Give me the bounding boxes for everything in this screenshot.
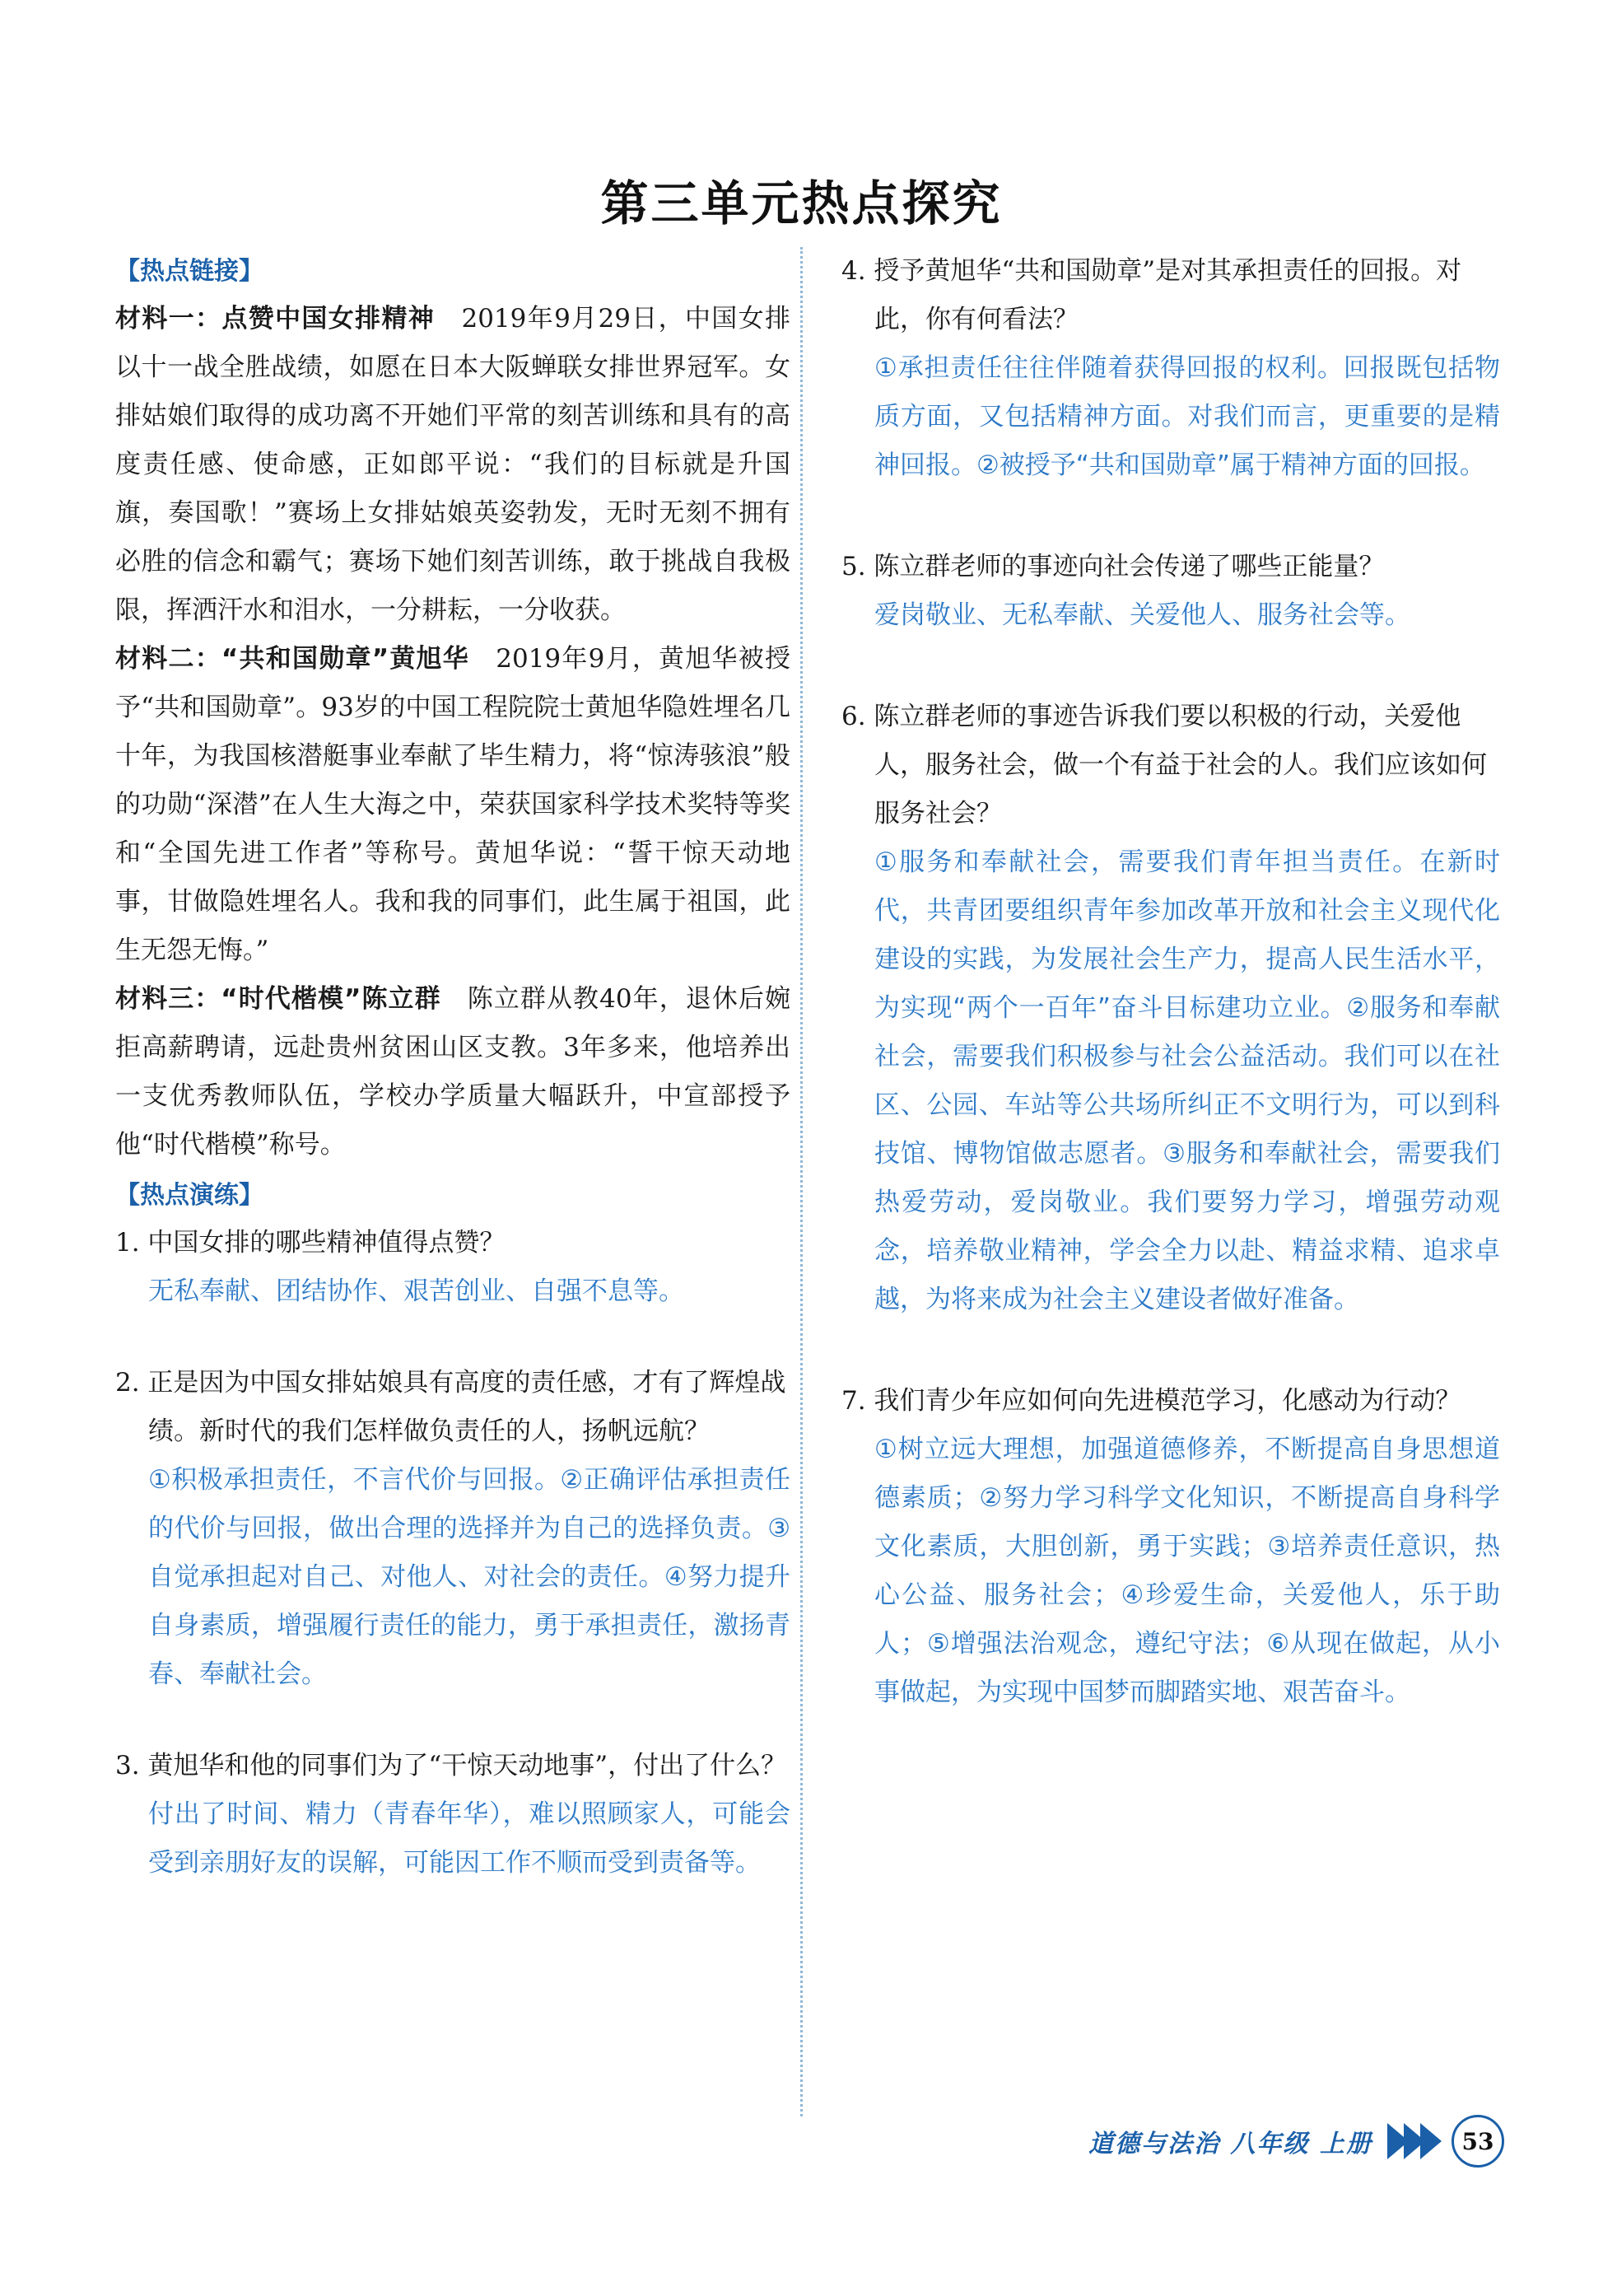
- left-column: [115, 247, 790, 1888]
- answer-7: ①树立远大理想，加强道德修养，不断提高自身思想道德素质；②努力学习科学文化知识，不断提高自身科学文化素质，大胆创新，勇于实践；③培养责任意识，热心公益、服务社会；④珍爱生命，关爱他人，乐于助人；⑤增强法治观念，遵纪守法；⑥从现在做起，从小事做起，为实现中国梦而脚踏实地、艰苦奋斗。: [874, 1435, 1500, 1707]
- material-2-text: 2019年9月，黄旭华被授予“共和国勋章”。93岁的中国工程院院士黄旭华隐姓埋名几十年，为我国核潜艇事业奉献了毕生精力，将“惊涛骇浪”般的功勋“深潜”在人生大海之中，荣获国家科学技术奖特等奖和“全国先进工作者”等称号。黄旭华说：“誓干惊天动地事，甘做隐姓埋名人。我和我的同事们，此生属于祖国，此生无怨无悔。”: [115, 644, 790, 965]
- question-3: 3. 黄旭华和他的同事们为了“干惊天动地事”，付出了什么？: [115, 1751, 787, 1780]
- right-column: [841, 247, 1500, 1717]
- material-2: [115, 635, 790, 975]
- hotspot-link-label: 【热点链接】: [115, 257, 263, 286]
- page-title: 第三单元热点探究: [600, 175, 1003, 231]
- question-5: 5. 陈立群老师的事迹向社会传递了哪些正能量？: [841, 552, 1385, 581]
- page-number: 53: [1452, 2115, 1504, 2168]
- material-2-heading: 材料二：“共和国勋章”黄旭华: [115, 644, 470, 674]
- material-1: [115, 295, 790, 635]
- material-3-heading: 材料三：“时代楷模”陈立群: [115, 984, 441, 1014]
- material-1-heading: 材料一：点赞中国女排精神: [115, 304, 436, 334]
- answer-3: 付出了时间、精力（青春年华），难以照顾家人，可能会受到亲朋好友的误解，可能因工作不顺而受到责备等。: [148, 1799, 790, 1878]
- material-3-text: 陈立群从教40年，退休后婉拒高薪聘请，远赴贵州贫困山区支教。3年多来，他培养出一支优秀教师队伍，学校办学质量大幅跃升，中宣部授予他“时代楷模”称号。: [115, 984, 790, 1160]
- answer-2: ①积极承担责任，不言代价与回报。②正确评估承担责任的代价与回报，做出合理的选择并为自己的选择负责。③自觉承担起对自己、对他人、对社会的责任。④努力提升自身素质，增强履行责任的能力，勇于承担责任，激扬青春、奉献社会。: [148, 1465, 790, 1689]
- footer-book-title: 道德与法治 八年级 上册: [1088, 2130, 1372, 2158]
- answer-4: ①承担责任往往伴随着获得回报的权利。回报既包括物质方面，又包括精神方面。对我们而言，更重要的是精神回报。②被授予“共和国勋章”属于精神方面的回报。: [874, 353, 1500, 480]
- double-chevron-right-icon: [1387, 2123, 1437, 2159]
- material-3: [115, 975, 790, 1169]
- answer-5: 爱岗敬业、无私奉献、关爱他人、服务社会等。: [874, 600, 1410, 630]
- question-4: 4. 授予黄旭华“共和国勋章”是对其承担责任的回报。对此，你有何看法？: [841, 256, 1462, 334]
- answer-1: 无私奉献、团结协作、艰苦创业、自强不息等。: [148, 1276, 684, 1306]
- question-6: 6. 陈立群老师的事迹告诉我们要以积极的行动，关爱他人，服务社会，做一个有益于社会的人。我们应该如何服务社会？: [841, 702, 1487, 828]
- question-2: 2. 正是因为中国女排姑娘具有高度的责任感，才有了辉煌战绩。新时代的我们怎样做负责任的人，扬帆远航？: [115, 1368, 786, 1446]
- material-1-text: 2019年9月29日，中国女排以十一战全胜战绩，如愿在日本大阪蝉联女排世界冠军。女排姑娘们取得的成功离不开她们平常的刻苦训练和具有的高度责任感、使命感，正如郎平说：“我们的目标就是升国旗，奏国歌！”赛场上女排姑娘英姿勃发，无时无刻不拥有必胜的信念和霸气；赛场下她们刻苦训练，敢于挑战自我极限，挥洒汗水和泪水，一分耕耘，一分收获。: [115, 304, 790, 625]
- question-1: 1. 中国女排的哪些精神值得点赞？: [115, 1228, 506, 1258]
- answer-6: ①服务和奉献社会，需要我们青年担当责任。在新时代，共青团要组织青年参加改革开放和社会主义现代化建设的实践，为发展社会生产力，提高人民生活水平，为实现“两个一百年”奋斗目标建功立业。②服务和奉献社会，需要我们积极参与社会公益活动。我们可以在社区、公园、车站等公共场所纠正不文明行为，可以到科技馆、博物馆做志愿者。③服务和奉献社会，需要我们热爱劳动，爱岗敬业。我们要努力学习，增强劳动观念，培养敬业精神，学会全力以赴、精益求精、追求卓越，为将来成为社会主义建设者做好准备。: [874, 847, 1500, 1314]
- question-7: 7. 我们青少年应如何向先进模范学习，化感动为行动？: [841, 1386, 1461, 1416]
- hotspot-practice-label: 【热点演练】: [115, 1181, 263, 1210]
- page-footer: [1088, 2116, 1504, 2166]
- column-divider: [800, 247, 803, 2116]
